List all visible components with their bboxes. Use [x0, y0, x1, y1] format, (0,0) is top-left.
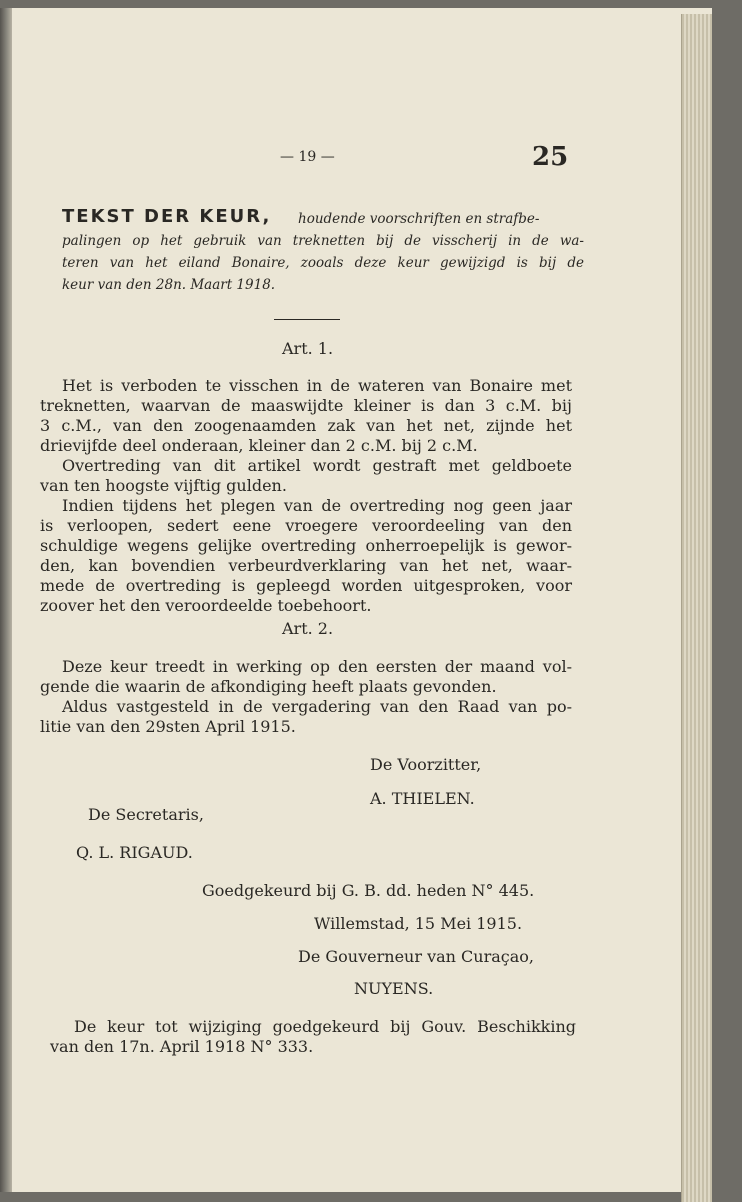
art1-line: schuldige wegens gelijke overtreding onherroepelijk is gewor-	[40, 536, 572, 555]
article-1-heading: Art. 1.	[282, 339, 334, 358]
governor-name: NUYENS.	[354, 979, 434, 998]
page-number: 25	[532, 142, 569, 172]
article-2-heading: Art. 2.	[282, 619, 334, 638]
art2-line: litie van den 29sten April 1915.	[40, 717, 296, 736]
document-page	[12, 8, 712, 1192]
title-line-2: palingen op het gebruik van treknetten bij de visscherij in de wa-	[62, 233, 584, 249]
secretaris-title: De Secretaris,	[88, 805, 204, 824]
title-line-1: houdende voorschriften en strafbe-	[298, 211, 540, 227]
title-line-4: keur van den 28n. Maart 1918.	[62, 277, 276, 293]
art1-line: den, kan bovendien verbeurdverklaring van het net, waar-	[40, 556, 572, 575]
art1-line: Overtreding van dit artikel wordt gestraft met geldboete	[62, 456, 572, 475]
art1-line: Indien tijdens het plegen van de overtreding nog geen jaar	[62, 496, 572, 515]
inner-page-number: — 19 —	[280, 149, 335, 165]
footer-line-2: van den 17n. April 1918 N° 333.	[50, 1037, 314, 1056]
art1-line: mede de overtreding is gepleegd worden uitgesproken, voor	[40, 576, 572, 595]
art2-line: gende die waarin de afkondiging heeft plaats gevonden.	[40, 677, 497, 696]
art1-line: treknetten, waarvan de maaswijdte kleiner is dan 3 c.M. bij	[40, 396, 572, 415]
art1-line: 3 c.M., van den zoogenaamden zak van het net, zijnde het	[40, 416, 572, 435]
art1-line: Het is verboden te visschen in de wateren van Bonaire met	[62, 376, 572, 395]
approval-line: Goedgekeurd bij G. B. dd. heden N° 445.	[202, 881, 535, 900]
section-divider	[274, 319, 340, 320]
voorzitter-name: A. THIELEN.	[370, 789, 475, 808]
art1-line: van ten hoogste vijftig gulden.	[40, 476, 287, 495]
art1-line: zoover het den veroordeelde toebehoort.	[40, 596, 372, 615]
footer-line-1: De keur tot wijziging goedgekeurd bij Gouv. Beschikking	[74, 1017, 576, 1036]
art1-line: drievijfde deel onderaan, kleiner dan 2 c.M. bij 2 c.M.	[40, 436, 478, 455]
place-date: Willemstad, 15 Mei 1915.	[314, 914, 523, 933]
title-line-3: teren van het eiland Bonaire, zooals deze keur gewijzigd is bij de	[62, 255, 584, 271]
art2-line: Aldus vastgesteld in de vergadering van den Raad van po-	[62, 697, 572, 716]
art2-line: Deze keur treedt in werking op den eersten der maand vol-	[62, 657, 572, 676]
governor-title: De Gouverneur van Curaçao,	[298, 947, 534, 966]
secretaris-name: Q. L. RIGAUD.	[76, 843, 193, 862]
art1-line: is verloopen, sedert eene vroegere veroordeeling van den	[40, 516, 572, 535]
voorzitter-title: De Voorzitter,	[370, 755, 482, 774]
book-binding	[0, 8, 12, 1192]
title-heading: TEKST DER KEUR,	[62, 206, 272, 227]
page-edge	[681, 14, 712, 1202]
